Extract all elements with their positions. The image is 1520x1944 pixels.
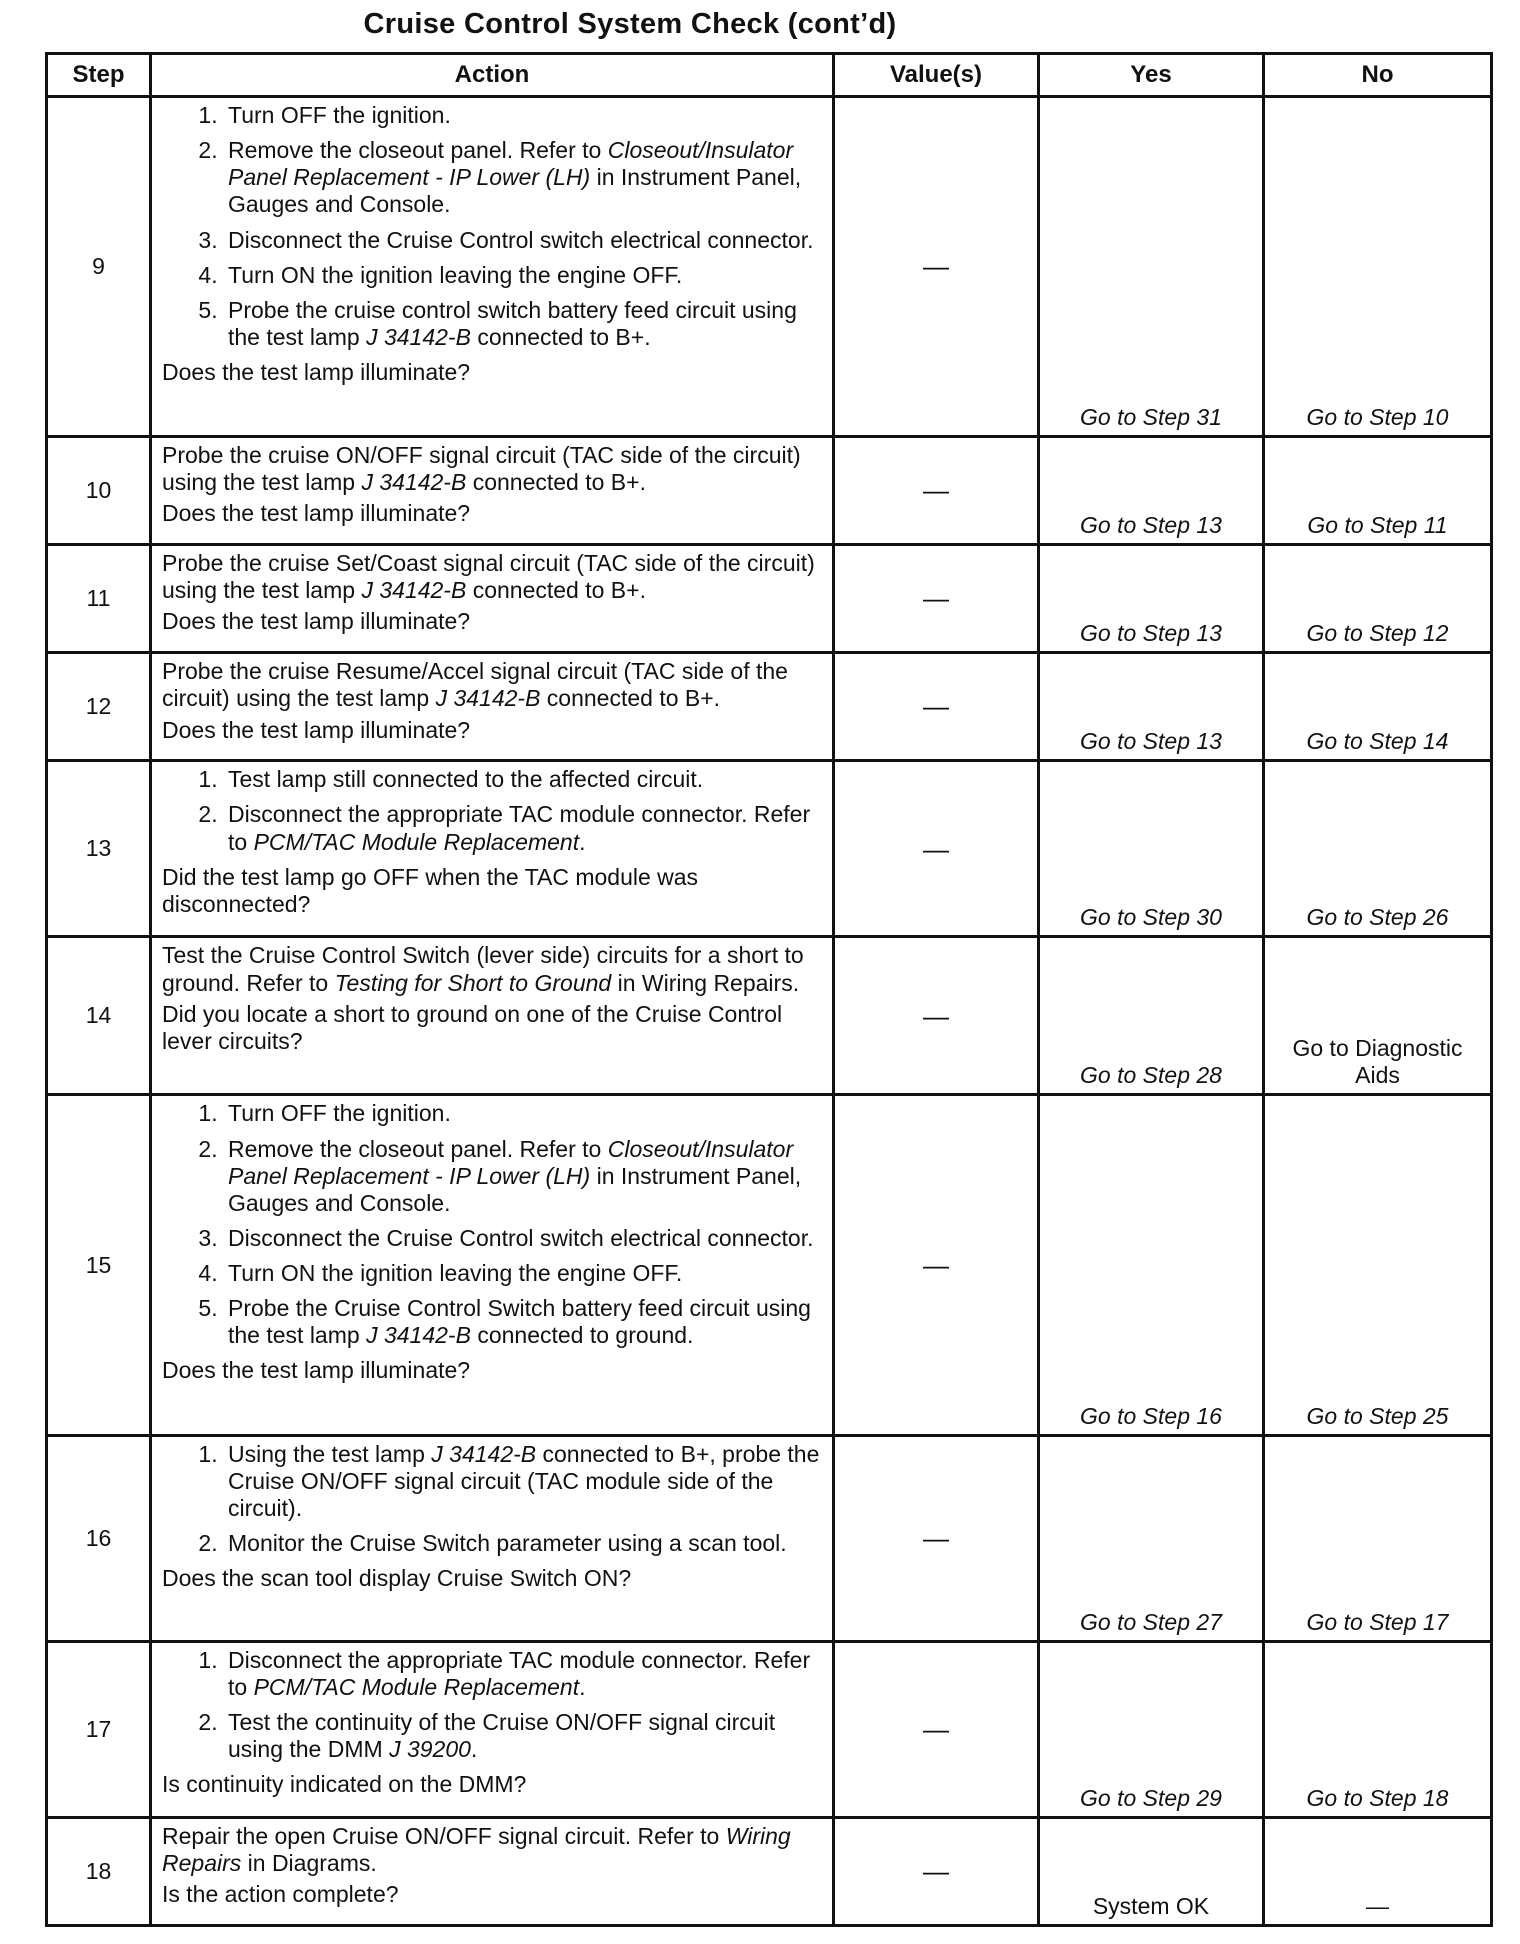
list-item: 2. Remove the closeout panel. Refer to Closeout/Insulator Panel Replacement - IP Lower (LH) in Instrument Panel, Gauges and Console.	[224, 1136, 822, 1217]
page-title: Cruise Control System Check (cont’d)	[363, 8, 897, 40]
no-cell: —	[1264, 1817, 1492, 1925]
no-cell: Go to Step 12	[1264, 545, 1492, 653]
action-cell	[151, 1641, 834, 1817]
step-number: 17	[47, 1641, 151, 1817]
action-cell	[151, 437, 834, 545]
action-list	[162, 1647, 822, 1764]
step-number: 10	[47, 437, 151, 545]
step-number: 18	[47, 1817, 151, 1925]
action-cell	[151, 1817, 834, 1925]
action-text: Probe the cruise ON/OFF signal circuit (TAC side of the circuit) using the test lamp J 34142-B connected to B+.	[162, 442, 801, 496]
step-number: 13	[47, 761, 151, 937]
step-number: 9	[47, 97, 151, 437]
list-item: 1. Test lamp still connected to the affected circuit.	[224, 766, 822, 793]
table-row	[47, 97, 1492, 437]
table-row	[47, 1095, 1492, 1435]
header-no: No	[1264, 54, 1492, 97]
action-question: Is the action complete?	[162, 1881, 399, 1908]
value-cell: —	[834, 1641, 1039, 1817]
step-number: 11	[47, 545, 151, 653]
action-cell	[151, 761, 834, 937]
list-item: 2. Disconnect the appropriate TAC module connector. Refer to PCM/TAC Module Replacement.	[224, 801, 822, 855]
list-item: 4. Turn ON the ignition leaving the engine OFF.	[224, 262, 822, 289]
header-yes: Yes	[1039, 54, 1264, 97]
list-item: 5. Probe the cruise control switch battery feed circuit using the test lamp J 34142-B connected to B+.	[224, 297, 822, 351]
no-cell: Go to Step 11	[1264, 437, 1492, 545]
value-cell: —	[834, 1435, 1039, 1641]
value-cell: —	[834, 937, 1039, 1095]
action-question: Does the test lamp illuminate?	[162, 500, 471, 527]
list-item: 1. Disconnect the appropriate TAC module connector. Refer to PCM/TAC Module Replacement.	[224, 1647, 822, 1701]
yes-cell: Go to Step 13	[1039, 437, 1264, 545]
step-number: 12	[47, 653, 151, 761]
action-list	[162, 766, 822, 855]
yes-cell: Go to Step 30	[1039, 761, 1264, 937]
value-cell: —	[834, 653, 1039, 761]
yes-cell: Go to Step 13	[1039, 653, 1264, 761]
list-item: 4. Turn ON the ignition leaving the engine OFF.	[224, 1260, 822, 1287]
action-question: Is continuity indicated on the DMM?	[162, 1771, 527, 1798]
no-cell: Go to Step 26	[1264, 761, 1492, 937]
yes-cell: Go to Step 28	[1039, 937, 1264, 1095]
action-list	[162, 102, 822, 351]
table-row	[47, 1435, 1492, 1641]
no-cell: Go to Step 10	[1264, 97, 1492, 437]
action-cell	[151, 97, 834, 437]
action-text: Probe the cruise Resume/Accel signal circuit (TAC side of the circuit) using the test lamp J 34142-B connected to B+.	[162, 658, 788, 712]
value-cell: —	[834, 1095, 1039, 1435]
value-cell: —	[834, 437, 1039, 545]
table-row	[47, 653, 1492, 761]
yes-cell: System OK	[1039, 1817, 1264, 1925]
step-number: 14	[47, 937, 151, 1095]
yes-cell: Go to Step 29	[1039, 1641, 1264, 1817]
value-cell: —	[834, 1817, 1039, 1925]
header-step: Step	[47, 54, 151, 97]
action-text: Repair the open Cruise ON/OFF signal circuit. Refer to Wiring Repairs in Diagrams.	[162, 1822, 791, 1876]
value-cell: —	[834, 545, 1039, 653]
action-list	[162, 1441, 822, 1558]
table-row	[47, 761, 1492, 937]
list-item: 2. Monitor the Cruise Switch parameter using a scan tool.	[224, 1530, 822, 1557]
no-cell: Go to Diagnostic Aids	[1264, 937, 1492, 1095]
step-number: 16	[47, 1435, 151, 1641]
diagnostic-table	[45, 52, 1493, 1927]
list-item: 2. Remove the closeout panel. Refer to Closeout/Insulator Panel Replacement - IP Lower (LH) in Instrument Panel, Gauges and Console.	[224, 137, 822, 218]
step-number: 15	[47, 1095, 151, 1435]
table-row	[47, 1817, 1492, 1925]
table-row	[47, 545, 1492, 653]
action-question: Did you locate a short to ground on one of the Cruise Control lever circuits?	[162, 1000, 783, 1054]
no-cell: Go to Step 25	[1264, 1095, 1492, 1435]
action-cell	[151, 1435, 834, 1641]
list-item: 3. Disconnect the Cruise Control switch electrical connector.	[224, 227, 822, 254]
table-row	[47, 937, 1492, 1095]
action-text: Test the Cruise Control Switch (lever side) circuits for a short to ground. Refer to Testing for Short to Ground in Wiring Repairs.	[162, 942, 804, 996]
action-cell	[151, 545, 834, 653]
action-question: Does the test lamp illuminate?	[162, 608, 471, 635]
action-cell	[151, 653, 834, 761]
yes-cell: Go to Step 31	[1039, 97, 1264, 437]
list-item: 1. Using the test lamp J 34142-B connected to B+, probe the Cruise ON/OFF signal circuit (TAC module side of the circuit).	[224, 1441, 822, 1522]
list-item: 1. Turn OFF the ignition.	[224, 102, 822, 129]
list-item: 5. Probe the Cruise Control Switch battery feed circuit using the test lamp J 34142-B connected to ground.	[224, 1295, 822, 1349]
yes-cell: Go to Step 13	[1039, 545, 1264, 653]
yes-cell: Go to Step 16	[1039, 1095, 1264, 1435]
header-row	[47, 54, 1492, 97]
action-cell	[151, 1095, 834, 1435]
action-question: Does the scan tool display Cruise Switch ON?	[162, 1565, 632, 1592]
action-question: Does the test lamp illuminate?	[162, 359, 471, 385]
yes-cell: Go to Step 27	[1039, 1435, 1264, 1641]
action-question: Does the test lamp illuminate?	[162, 716, 471, 743]
list-item: 3. Disconnect the Cruise Control switch electrical connector.	[224, 1225, 822, 1252]
no-cell: Go to Step 17	[1264, 1435, 1492, 1641]
table-row	[47, 437, 1492, 545]
action-cell	[151, 937, 834, 1095]
action-question: Did the test lamp go OFF when the TAC module was disconnected?	[162, 863, 699, 917]
action-list	[162, 1100, 822, 1349]
header-values: Value(s)	[834, 54, 1039, 97]
action-text: Probe the cruise Set/Coast signal circuit (TAC side of the circuit) using the test lamp J 34142-B connected to B+.	[162, 550, 815, 604]
list-item: 1. Turn OFF the ignition.	[224, 1100, 822, 1127]
value-cell: —	[834, 97, 1039, 437]
header-action: Action	[151, 54, 834, 97]
no-cell: Go to Step 14	[1264, 653, 1492, 761]
table-row	[47, 1641, 1492, 1817]
no-cell: Go to Step 18	[1264, 1641, 1492, 1817]
action-question: Does the test lamp illuminate?	[162, 1357, 471, 1384]
list-item: 2. Test the continuity of the Cruise ON/OFF signal circuit using the DMM J 39200.	[224, 1709, 822, 1763]
value-cell: —	[834, 761, 1039, 937]
